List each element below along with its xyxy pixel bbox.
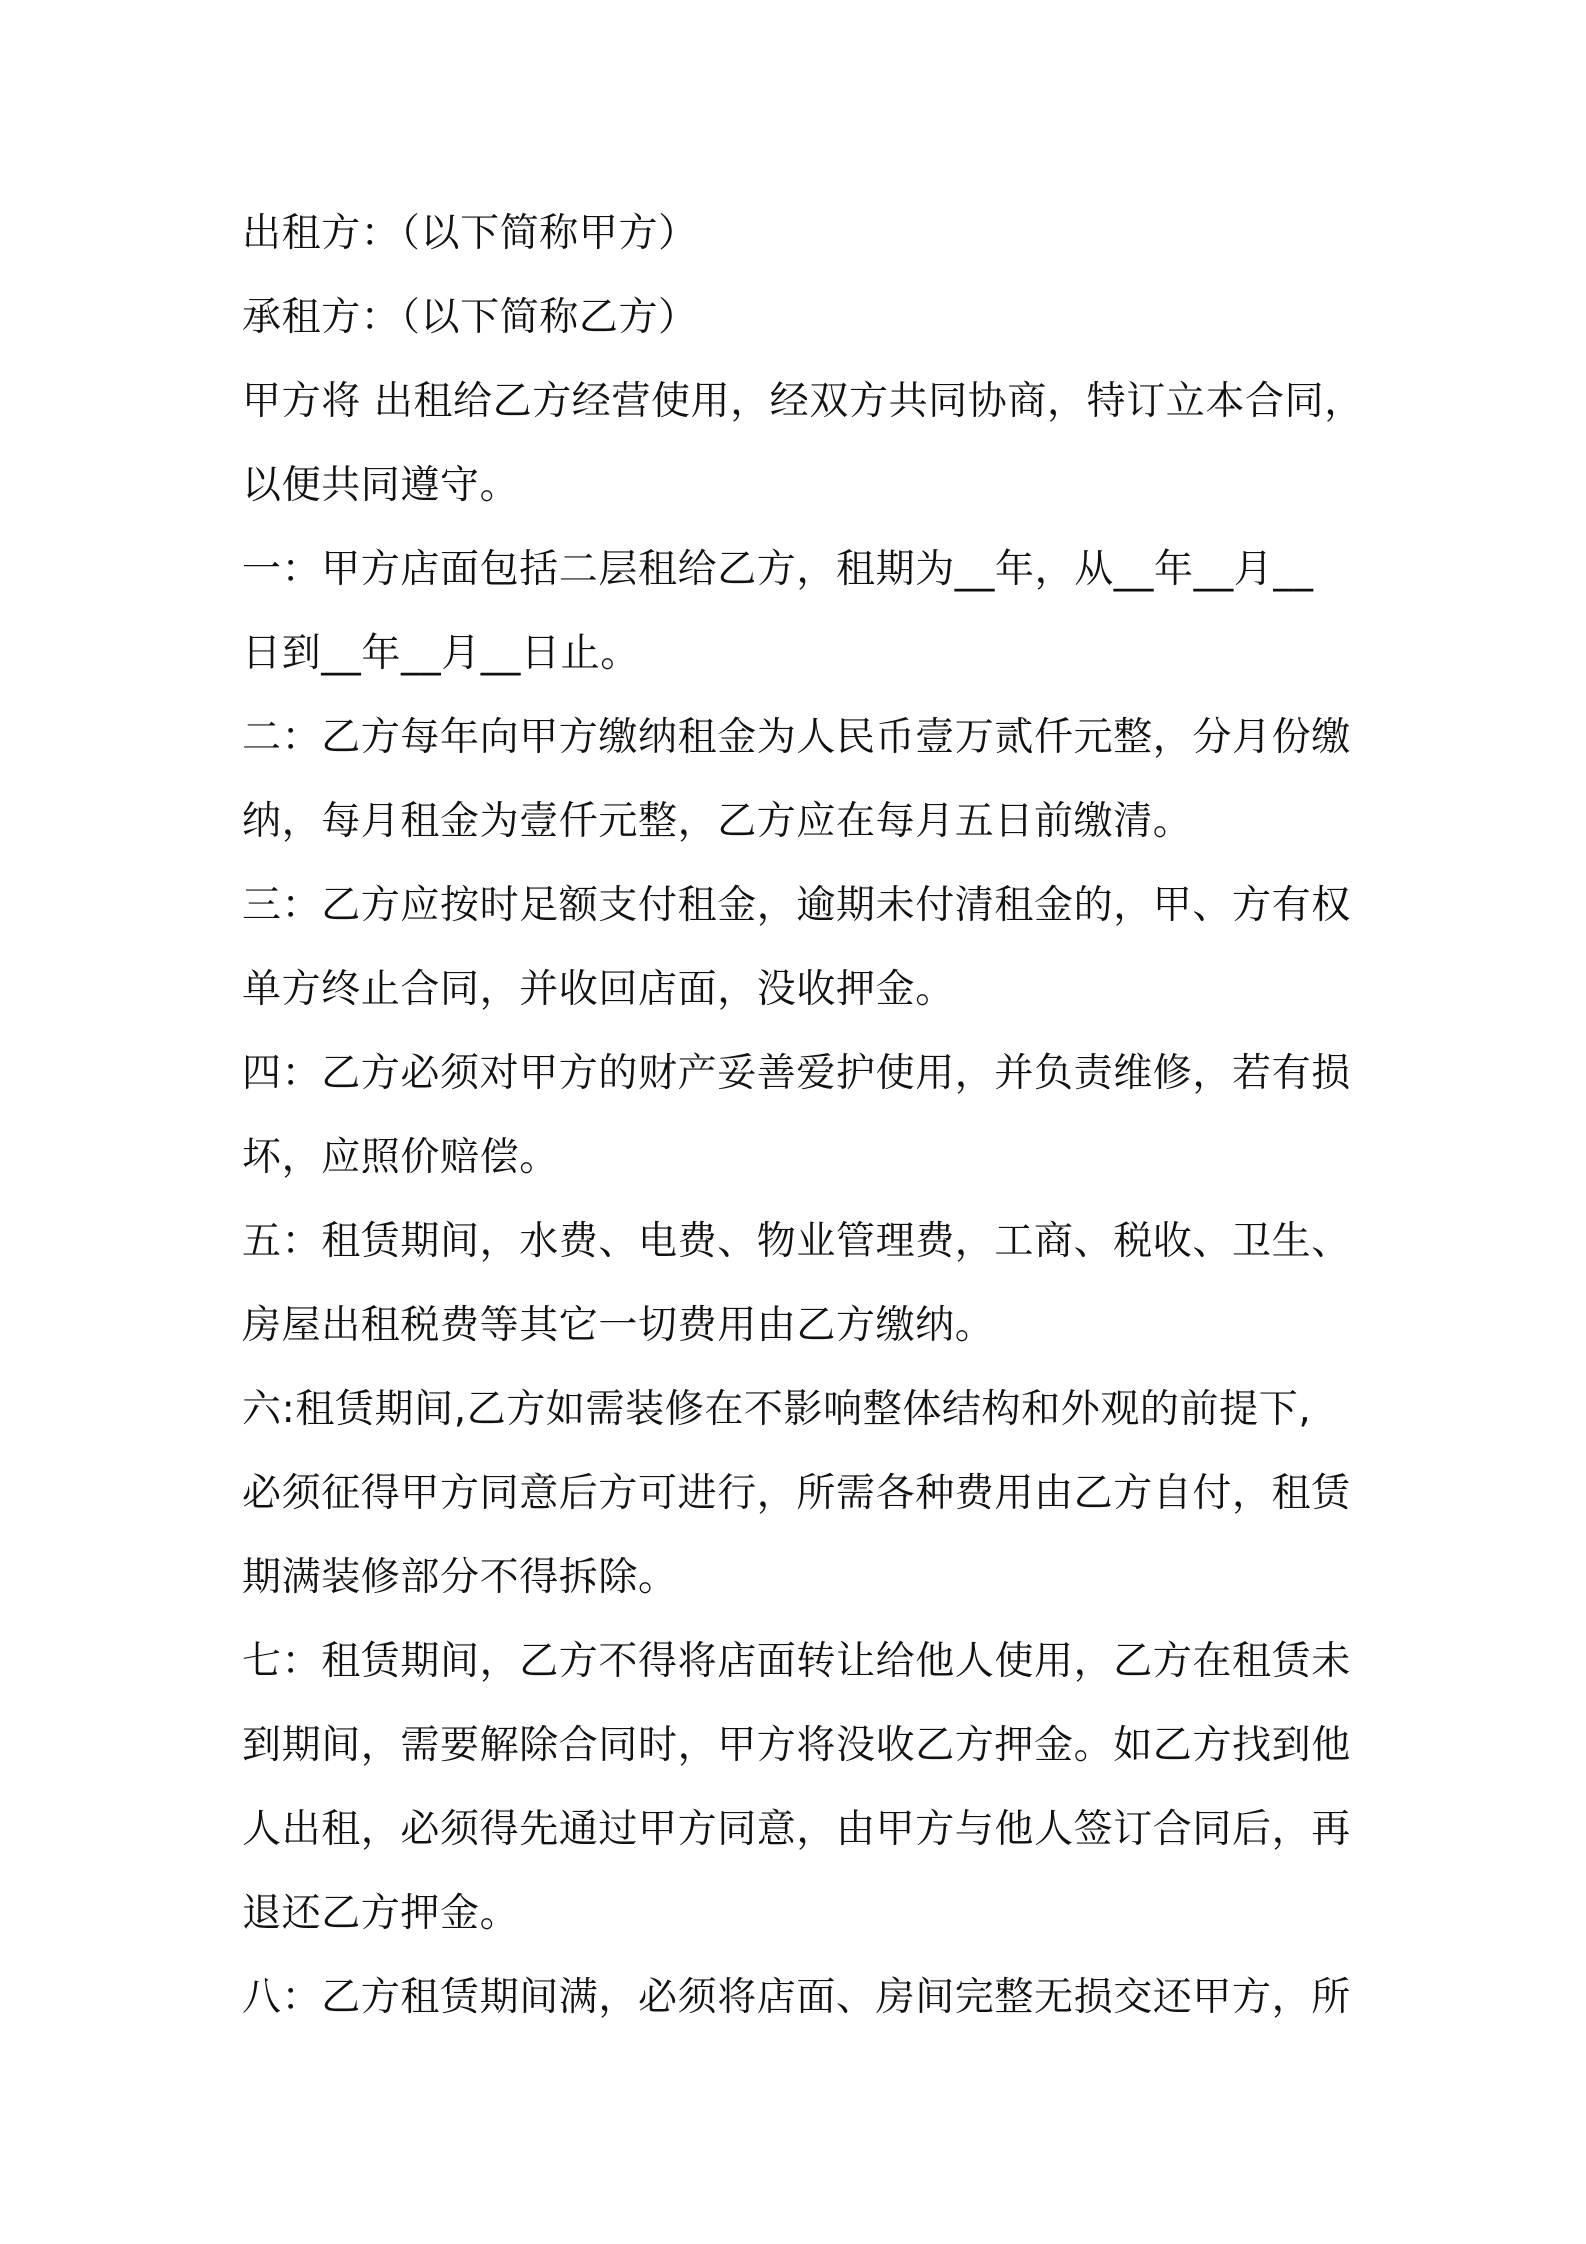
clause-6-line-2: 必须征得甲方同意后方可进行，所需各种费用由乙方自付，租赁 (242, 1471, 1351, 1516)
clause-3-line-2: 单方终止合同，并收回店面，没收押金。 (242, 967, 955, 1012)
clause-5-line-1: 五：租赁期间，水费、电费、物业管理费，工商、税收、卫生、 (242, 1219, 1351, 1264)
clause-4-line-2: 坏，应照价赔偿。 (242, 1135, 559, 1180)
preamble-line-2: 以便共同遵守。 (242, 463, 520, 508)
clause-7-line-2: 到期间，需要解除合同时，甲方将没收乙方押金。如乙方找到他 (242, 1723, 1351, 1768)
clause-2-line-1: 二：乙方每年向甲方缴纳租金为人民币壹万贰仟元整，分月份缴 (242, 715, 1351, 760)
preamble-line-1: 甲方将 出租给乙方经营使用，经双方共同协商，特订立本合同， (242, 379, 1364, 424)
clause-8-line-1: 八：乙方租赁期间满，必须将店面、房间完整无损交还甲方，所 (242, 1975, 1351, 2020)
clause-2-line-2: 纳，每月租金为壹仟元整，乙方应在每月五日前缴清。 (242, 799, 1193, 844)
lessee-line: 承租方：（以下简称乙方） (242, 295, 698, 340)
lessor-line: 出租方：（以下简称甲方） (242, 211, 698, 256)
clause-7-line-1: 七：租赁期间，乙方不得将店面转让给他人使用，乙方在租赁未 (242, 1639, 1351, 1684)
clause-7-line-4: 退还乙方押金。 (242, 1891, 520, 1936)
clause-4-line-1: 四：乙方必须对甲方的财产妥善爱护使用，并负责维修，若有损 (242, 1051, 1351, 1096)
clause-6-line-3: 期满装修部分不得拆除。 (242, 1555, 678, 1600)
clause-5-line-2: 房屋出租税费等其它一切费用由乙方缴纳。 (242, 1303, 995, 1348)
clause-7-line-3: 人出租，必须得先通过甲方同意，由甲方与他人签订合同后，再 (242, 1807, 1351, 1852)
clause-1-line-1: 一：甲方店面包括二层租给乙方，租期为__年，从__年__月__ (242, 547, 1314, 592)
clause-3-line-1: 三：乙方应按时足额支付租金，逾期未付清租金的，甲、方有权 (242, 883, 1351, 928)
clause-1-line-2: 日到__年__月__日止。 (242, 631, 640, 676)
clause-6-line-1: 六:租赁期间,乙方如需装修在不影响整体结构和外观的前提下, (242, 1387, 1312, 1432)
contract-body (242, 192, 1372, 2040)
